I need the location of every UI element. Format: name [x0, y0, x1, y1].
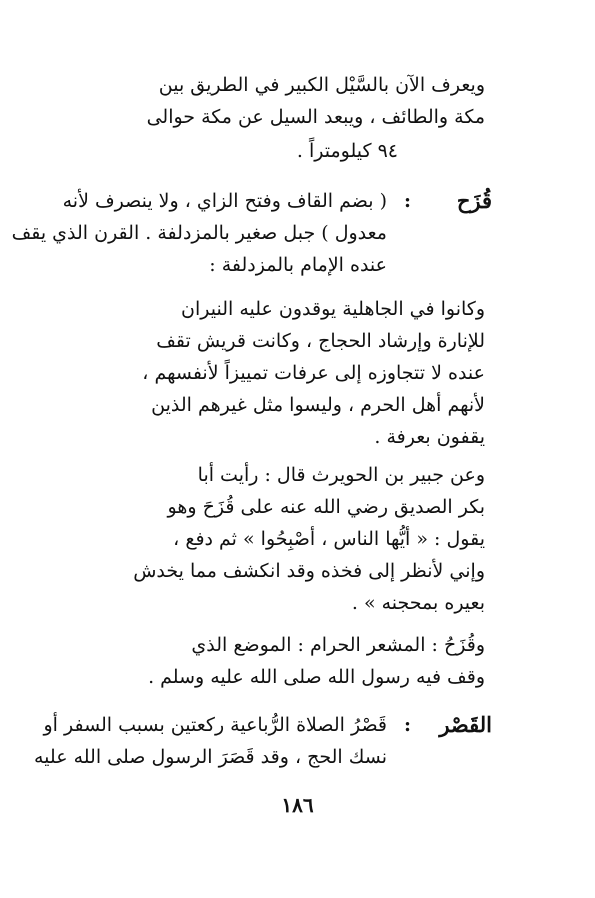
- paragraph-2-line-5: بعيره بمحجنه » .: [351, 592, 485, 614]
- paragraph-2-line-1: وعن جبير بن الحويرث قال : رأيت أبا: [197, 464, 485, 486]
- entry-qazah-line-2: معدول ) جبل صغير بالمزدلفة . القرن الذي يقف: [11, 222, 387, 244]
- paragraph-1-line-1: وكانوا في الجاهلية يوقدون عليه النيران: [181, 298, 485, 320]
- paragraph-1-line-3: عنده لا تتجاوزه إلى عرفات تمييزاً لأنفسهم ،: [142, 362, 485, 384]
- entry-colon-qasr: :: [404, 714, 412, 736]
- paragraph-2-line-2: بكر الصديق رضي الله عنه على قُزَحَ وهو: [167, 496, 485, 518]
- entry-headword-qasr: القَصْر: [439, 712, 492, 737]
- paragraph-2-line-4: وإني لأنظر إلى فخذه وقد انكشف مما يخدش: [133, 560, 485, 582]
- intro-line-2: مكة والطائف ، ويبعد السيل عن مكة حوالى: [146, 106, 485, 128]
- paragraph-2-line-3: يقول : « أيُّها الناس ، أصْبِحُوا » ثم دفع ،: [173, 528, 485, 550]
- paragraph-3-line-2: وقف فيه رسول الله صلى الله عليه وسلم .: [148, 666, 485, 688]
- paragraph-1-line-2: للإنارة وإرشاد الحجاج ، وكانت قريش تقف: [156, 330, 485, 352]
- entry-qasr-line-2: نسك الحج ، وقد قَصَرَ الرسول صلى الله عليه: [33, 746, 387, 768]
- paragraph-3-line-1: وقُزَحُ : المشعر الحرام : الموضع الذي: [191, 634, 485, 656]
- intro-line-1: ويعرف الآن بالسَّيْل الكبير في الطريق بين: [158, 74, 485, 96]
- paragraph-1-line-5: يقفون بعرفة .: [374, 426, 485, 448]
- page-number: ١٨٦: [281, 793, 314, 817]
- entry-qasr-line-1: قَصْرُ الصلاة الرُّباعية ركعتين بسبب السفر أو: [43, 714, 387, 736]
- intro-line-3: ٩٤ كيلومتراً .: [296, 140, 398, 162]
- entry-qazah-line-3: عنده الإمام بالمزدلفة :: [209, 254, 387, 276]
- entry-qazah-line-1: ( بضم القاف وفتح الزاي ، ولا ينصرف لأنه: [62, 190, 387, 212]
- entry-headword-qazah: قُزَح: [456, 188, 492, 213]
- paragraph-1-line-4: لأنهم أهل الحرم ، وليسوا مثل غيرهم الذين: [151, 394, 485, 416]
- entry-colon-qazah: :: [404, 190, 412, 212]
